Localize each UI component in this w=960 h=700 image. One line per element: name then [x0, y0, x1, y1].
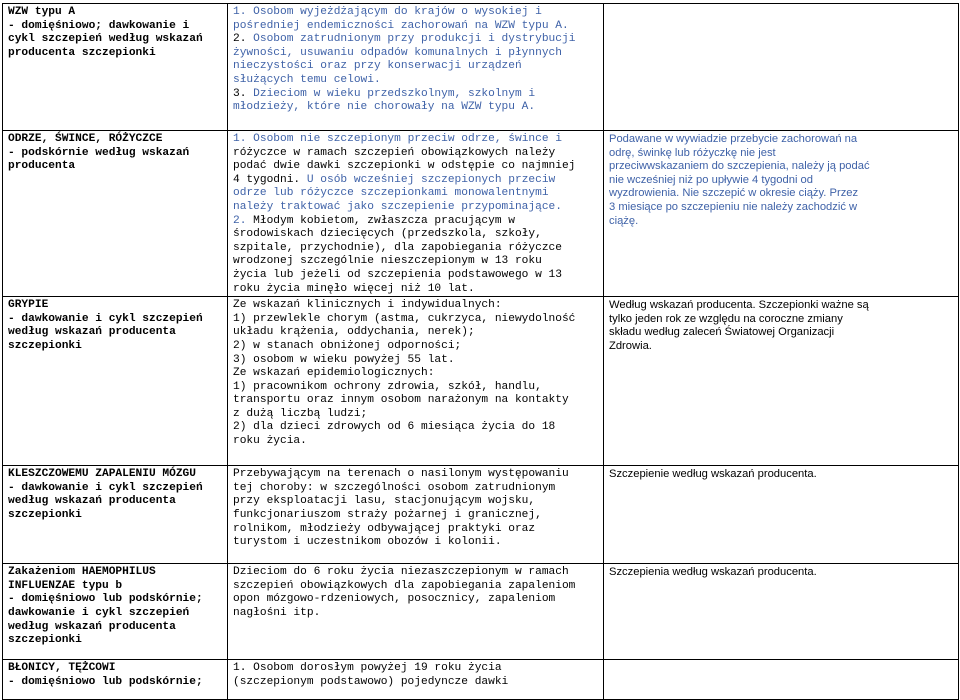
indications-line: [233, 676, 598, 690]
vaccine-label-line: według wskazań producenta: [8, 326, 176, 339]
text-segment: Szczepienie według wskazań producenta.: [609, 468, 817, 481]
remarks-cell: [604, 466, 959, 564]
remarks-line: [609, 468, 953, 482]
remarks-line: [609, 313, 953, 327]
vaccine-cell: [3, 131, 228, 297]
vaccine-label-line: według wskazań producenta: [8, 620, 176, 633]
text-segment: pośredniej endemiczności zachorowań na WZW typu A.: [233, 19, 569, 32]
vaccination-table: [2, 3, 959, 700]
text-segment: 3.: [233, 87, 254, 100]
indications-line: [233, 326, 598, 340]
text-segment: transportu oraz innym osobom narażonym na kontakty: [233, 394, 569, 407]
text-segment: 2) dla dzieci zdrowych od 6 miesiąca życia do 18: [233, 421, 556, 434]
remarks-line: [609, 340, 953, 354]
vaccine-label-line: GRYPIE: [8, 299, 49, 312]
vaccine-label-line: dawkowanie i cykl szczepień: [8, 606, 190, 619]
indications-line: [233, 580, 598, 594]
table-row: [3, 297, 959, 466]
text-segment: 3) osobom w wieku powyżej 55 lat.: [233, 353, 455, 366]
indications-line: [233, 495, 598, 509]
text-segment: opon mózgowo-rdzeniowych, posocznicy, zapaleniom: [233, 593, 556, 606]
indications-line: [233, 593, 598, 607]
indications-line: [233, 20, 598, 34]
text-segment: przeciwwskazaniem do szczepienia, należy ją podać: [609, 160, 870, 173]
indications-line: [233, 269, 598, 283]
text-segment: wyzdrowienia. Nie szczepić w okresie ciąży. Przez: [609, 187, 859, 200]
vaccine-cell: [3, 564, 228, 660]
text-segment: szczepień obowiązkowych dla zapobiegania zapaleniom: [233, 579, 576, 592]
vaccine-cell: [3, 297, 228, 466]
remarks-line: [609, 133, 953, 147]
text-segment: młodzieży, które nie chorowały na WZW typu A.: [233, 101, 536, 114]
indications-cell: [228, 660, 604, 700]
text-segment: Szczepienia według wskazań producenta.: [609, 566, 817, 579]
vaccine-label-line: szczepionki: [8, 508, 82, 521]
indications-line: [233, 313, 598, 327]
indications-line: [233, 299, 598, 313]
text-segment: życia lub jeżeli od szczepienia podstawowego w 13: [233, 268, 562, 281]
indications-cell: [228, 564, 604, 660]
text-segment: 2.: [233, 214, 254, 227]
indications-line: [233, 33, 598, 47]
text-segment: turystom i uczestnikom obozów i kolonii.: [233, 536, 502, 549]
indications-line: [233, 536, 598, 550]
text-segment: podać dwie dawki szczepionki w odstępie co najmniej: [233, 160, 576, 173]
text-segment: Osobom nie szczepionym przeciw odrze, śwince i: [253, 133, 562, 145]
text-segment: Dzieciom do 6 roku życia niezaszczepionym w ramach: [233, 566, 569, 579]
text-segment: odrze lub różyczce szczepionkami monowalentnymi: [233, 187, 549, 200]
remarks-cell: [604, 564, 959, 660]
vaccine-label-line: - domięśniowo lub podskórnie;: [8, 675, 203, 688]
indications-line: [233, 174, 598, 188]
indications-line: [233, 381, 598, 395]
indications-cell: [228, 466, 604, 564]
indications-line: [233, 228, 598, 242]
table-row: [3, 660, 959, 700]
indications-line: [233, 160, 598, 174]
indications-line: [233, 147, 598, 161]
indications-line: [233, 6, 598, 20]
remarks-line: [609, 566, 953, 580]
vaccine-label-line: KLESZCZOWEMU ZAPALENIU MÓZGU: [8, 468, 196, 481]
vaccine-label-line: BŁONICY, TĘŻCOWI: [8, 662, 116, 675]
text-segment: środowiskach dziecięcych (przedszkola, szkoły,: [233, 228, 542, 241]
indications-line: [233, 201, 598, 215]
table-row: [3, 131, 959, 297]
indications-line: [233, 187, 598, 201]
indications-line: [233, 283, 598, 297]
indications-line: [233, 468, 598, 482]
remarks-line: [609, 201, 953, 215]
indications-line: [233, 607, 598, 621]
text-segment: służących temu celowi.: [233, 73, 381, 86]
indications-cell: [228, 4, 604, 131]
vaccine-label-line: według wskazań producenta: [8, 495, 176, 508]
text-segment: Młodym kobietom, zwłaszcza pracującym w: [253, 214, 515, 227]
text-segment: Według wskazań producenta. Szczepionki ważne są: [609, 299, 869, 312]
indications-line: [233, 408, 598, 422]
text-segment: 1.: [233, 133, 254, 145]
table-row: [3, 4, 959, 131]
vaccine-label-line: - domięśniowo; dawkowanie i: [8, 19, 190, 32]
remarks-line: [609, 187, 953, 201]
text-segment: 1) przewlekle chorym (astma, cukrzyca, niewydolność: [233, 312, 576, 325]
indications-line: [233, 482, 598, 496]
vaccine-label-line: szczepionki: [8, 634, 82, 647]
text-segment: Zdrowia.: [609, 339, 652, 352]
table-row: [3, 466, 959, 564]
text-segment: U osób wcześniej szczepionych przeciw: [306, 173, 556, 186]
text-segment: Osobom zatrudnionym przy produkcji i dystrybucji: [253, 33, 576, 46]
text-segment: układu krążenia, oddychania, nerek);: [233, 326, 475, 339]
text-segment: 3 miesiące po szczepieniu nie należy zachodzić w: [609, 200, 858, 213]
indications-line: [233, 133, 598, 147]
remarks-line: [609, 215, 953, 229]
text-segment: odrę, świnkę lub różyczkę nie jest: [609, 146, 776, 159]
remarks-cell: [604, 660, 959, 700]
vaccine-label-line: producenta: [8, 160, 76, 173]
vaccine-label-line: - domięśniowo lub podskórnie;: [8, 593, 203, 606]
text-segment: różyczce w ramach szczepień obowiązkowych należy: [233, 146, 556, 159]
text-segment: 1) pracownikom ochrony zdrowia, szkół, handlu,: [233, 380, 542, 393]
text-segment: tej choroby: w szczególności osobom zatrudnionym: [233, 481, 556, 494]
indications-line: [233, 101, 598, 115]
text-segment: żywności, usuwaniu odpadów komunalnych i płynnych: [233, 46, 562, 59]
vaccine-label-line: szczepionki: [8, 339, 82, 352]
text-segment: należy traktować jako szczepienie przypominające.: [233, 200, 562, 213]
text-segment: tylko jeden rok ze względu na coroczne zmiany: [609, 312, 843, 325]
vaccine-label-line: - podskórnie według wskazań: [8, 146, 190, 159]
vaccine-cell: [3, 660, 228, 700]
indications-line: [233, 60, 598, 74]
text-segment: roku życia.: [233, 435, 307, 448]
text-segment: 1. Osobom dorosłym powyżej 19 roku życia: [233, 662, 502, 675]
vaccine-label-line: - dawkowanie i cykl szczepień: [8, 312, 203, 325]
vaccine-label-line: cykl szczepień według wskazań: [8, 33, 203, 46]
remarks-cell: [604, 297, 959, 466]
remarks-line: [609, 160, 953, 174]
text-segment: wrodzonej szczególnie nieszczepionym w 13 roku: [233, 255, 542, 268]
text-segment: roku życia minęło więcej niż 10 lat.: [233, 282, 475, 295]
indications-line: [233, 435, 598, 449]
text-segment: Osobom wyjeżdżającym do krajów o wysokiej i: [253, 6, 542, 18]
vaccine-cell: [3, 4, 228, 131]
indications-line: [233, 340, 598, 354]
vaccine-cell: [3, 466, 228, 564]
indications-cell: [228, 131, 604, 297]
vaccine-label-line: WZW typu A: [8, 6, 76, 18]
text-segment: 2.: [233, 33, 254, 46]
indications-line: [233, 242, 598, 256]
text-segment: Ze wskazań epidemiologicznych:: [233, 367, 435, 380]
indications-line: [233, 215, 598, 229]
text-segment: przy eksploatacji lasu, stacjonującym wojsku,: [233, 495, 536, 508]
text-segment: 4 tygodni.: [233, 173, 307, 186]
remarks-line: [609, 326, 953, 340]
indications-line: [233, 523, 598, 537]
remarks-line: [609, 147, 953, 161]
indications-line: [233, 421, 598, 435]
indications-line: [233, 394, 598, 408]
indications-line: [233, 566, 598, 580]
remarks-line: [609, 174, 953, 188]
remarks-cell: [604, 131, 959, 297]
text-segment: nieczystości oraz przy konserwacji urządzeń: [233, 60, 522, 73]
vaccine-label-line: producenta szczepionki: [8, 46, 156, 59]
text-segment: funkcjonariuszom straży pożarnej i granicznej,: [233, 508, 542, 521]
text-segment: nagłośni itp.: [233, 606, 321, 619]
indications-line: [233, 354, 598, 368]
indications-line: [233, 509, 598, 523]
text-segment: z dużą liczbą ludzi;: [233, 407, 368, 420]
indications-line: [233, 88, 598, 102]
text-segment: Przebywającym na terenach o nasilonym występowaniu: [233, 468, 569, 481]
text-segment: Dzieciom w wieku przedszkolnym, szkolnym i: [253, 87, 536, 100]
remarks-line: [609, 299, 953, 313]
text-segment: 1.: [233, 6, 254, 18]
text-segment: Podawane w wywiadzie przebycie zachorowań na: [609, 133, 858, 145]
text-segment: (szczepionym podstawowo) pojedyncze dawki: [233, 675, 509, 688]
text-segment: szpitale, przychodnie), dla zapobiegania różyczce: [233, 241, 562, 254]
vaccine-label-line: - dawkowanie i cykl szczepień: [8, 481, 203, 494]
indications-line: [233, 47, 598, 61]
indications-line: [233, 367, 598, 381]
text-segment: ciążę.: [609, 214, 639, 227]
text-segment: rolnikom, młodzieży odbywającej praktyki oraz: [233, 522, 536, 535]
indications-line: [233, 662, 598, 676]
indications-line: [233, 255, 598, 269]
vaccine-label-line: ODRZE, ŚWINCE, RÓŻYCZCE: [8, 133, 163, 145]
text-segment: 2) w stanach obniżonej odporności;: [233, 339, 462, 352]
table-row: [3, 564, 959, 660]
indications-line: [233, 74, 598, 88]
remarks-cell: [604, 4, 959, 131]
indications-cell: [228, 297, 604, 466]
vaccine-label-line: INFLUENZAE typu b: [8, 579, 123, 592]
text-segment: składu według zaleceń Światowej Organizacji: [609, 326, 835, 339]
text-segment: Ze wskazań klinicznych i indywidualnych:: [233, 299, 502, 312]
vaccine-label-line: Zakażeniom HAEMOPHILUS: [8, 566, 156, 579]
text-segment: nie wcześniej niż po upływie 4 tygodni od: [609, 173, 813, 186]
